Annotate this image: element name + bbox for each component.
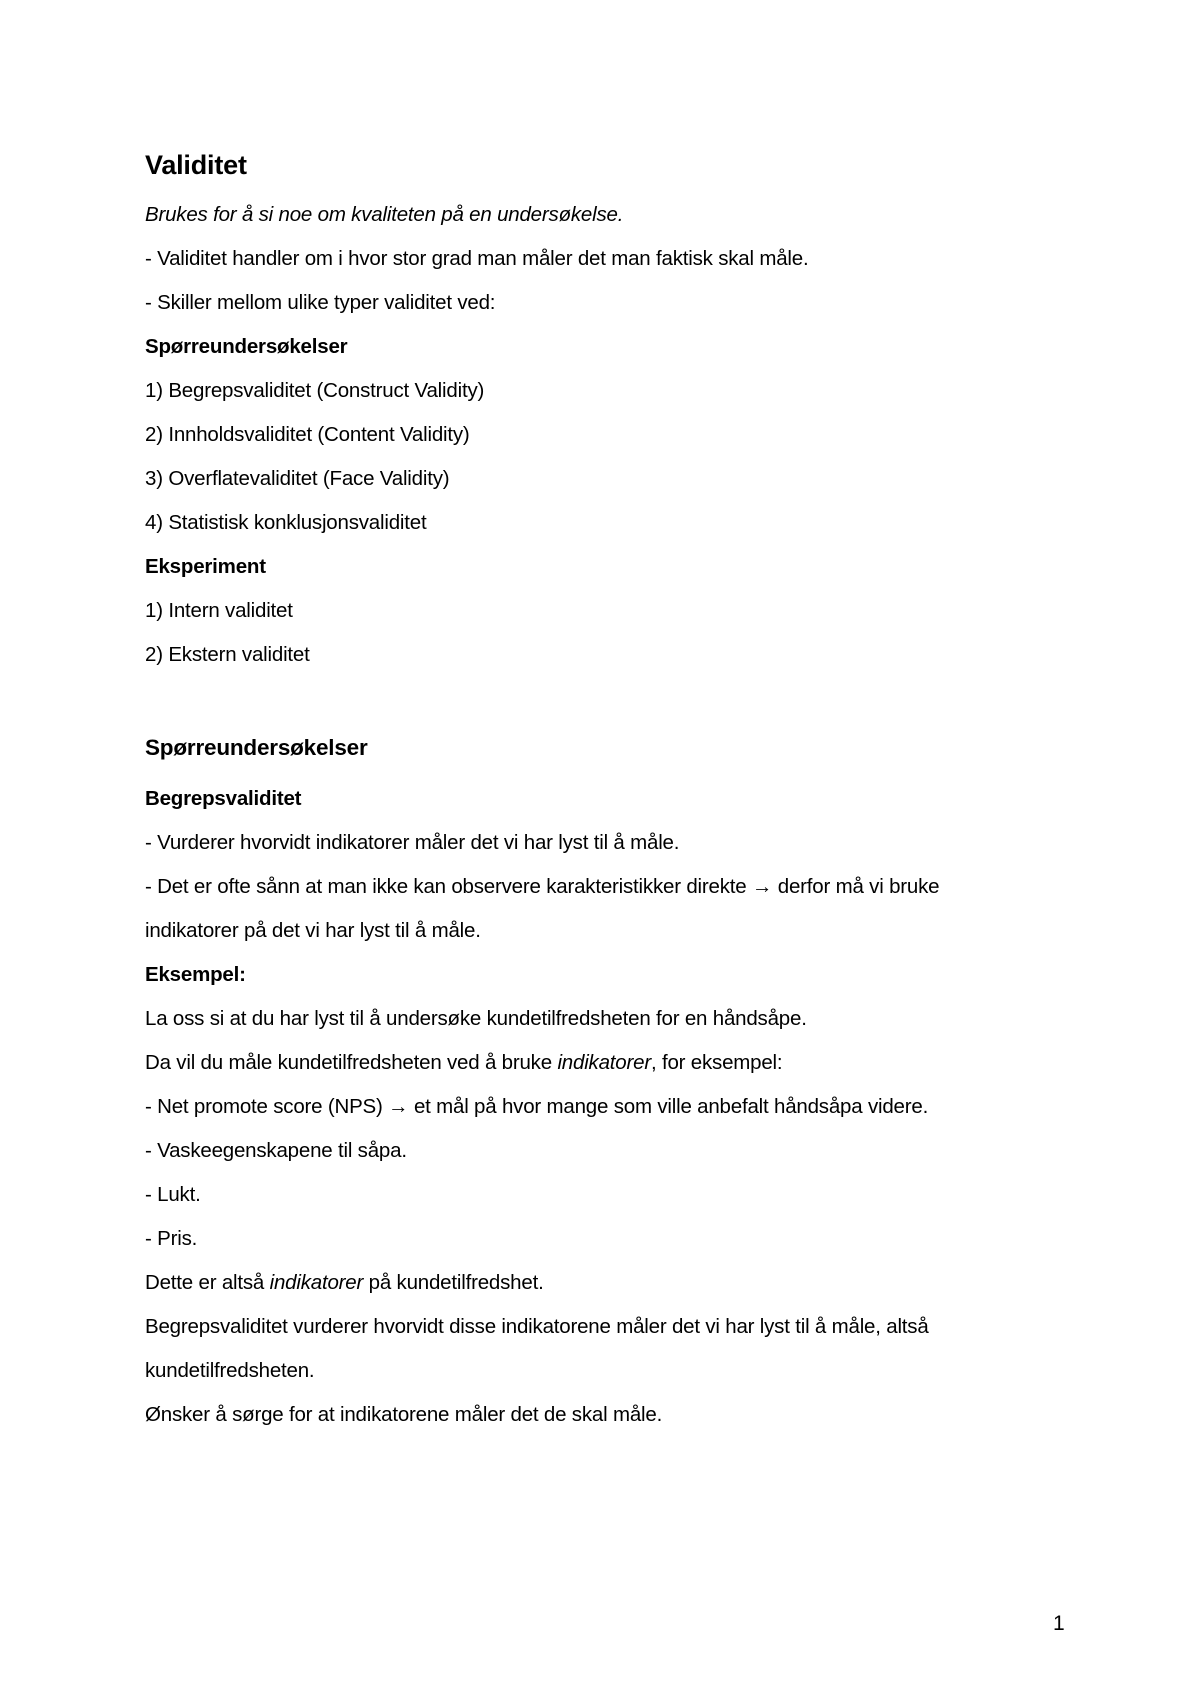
experiment-list-item: 1) Intern validitet (145, 599, 293, 622)
summary-emphasis: indikatorer (269, 1271, 364, 1294)
summary-text: Dette er altså (145, 1271, 270, 1294)
summary-line (145, 1270, 544, 1296)
intro-text: Brukes for å si noe om kvaliteten på en undersøkelse. (145, 203, 624, 226)
experiment-list-item: 2) Ekstern validitet (145, 643, 310, 666)
example-list-item: - Vaskeegenskapene til såpa. (145, 1139, 407, 1162)
example-line: La oss si at du har lyst til å undersøke kundetilfredsheten for en håndsåpe. (145, 1007, 807, 1030)
example-line-text: Da vil du måle kundetilfredsheten ved å bruke (145, 1051, 558, 1074)
construct-line: - Vurderer hvorvidt indikatorer måler det vi har lyst til å måle. (145, 831, 680, 854)
example-subheading: Eksempel: (145, 963, 246, 986)
survey-list-item: 2) Innholdsvaliditet (Content Validity) (145, 423, 470, 446)
example-list-item: - Pris. (145, 1227, 198, 1250)
construct-line: - Det er ofte sånn at man ikke kan observere karakteristikker direkte → derfor må vi bruke (145, 875, 940, 898)
example-list-item: - Lukt. (145, 1183, 201, 1206)
survey-list-item: 1) Begrepsvaliditet (Construct Validity) (145, 379, 485, 402)
construct-subheading: Begrepsvaliditet (145, 787, 302, 810)
bullet-line: - Skiller mellom ulike typer validitet ved: (145, 291, 496, 314)
survey-list-item: 4) Statistisk konklusjonsvaliditet (145, 511, 427, 534)
bullet-line: - Validitet handler om i hvor stor grad man måler det man faktisk skal måle. (145, 247, 809, 270)
construct-line: indikatorer på det vi har lyst til å måle. (145, 919, 481, 942)
example-line (145, 1050, 782, 1076)
conclusion-line: kundetilfredsheten. (145, 1359, 315, 1382)
conclusion-line: Ønsker å sørge for at indikatorene måler det de skal måle. (145, 1403, 663, 1426)
survey-subheading: Spørreundersøkelser (145, 335, 348, 358)
page-number: 1 (1053, 1612, 1065, 1635)
summary-text: på kundetilfredshet. (363, 1271, 544, 1294)
example-list-item: - Net promote score (NPS) → et mål på hvor mange som ville anbefalt håndsåpa videre. (145, 1095, 929, 1118)
conclusion-line: Begrepsvaliditet vurderer hvorvidt disse indikatorene måler det vi har lyst til å måle, altså (145, 1315, 929, 1338)
experiment-subheading: Eksperiment (145, 555, 266, 578)
document-title: Validitet (145, 150, 247, 180)
section-title: Spørreundersøkelser (145, 735, 368, 760)
example-line-text: , for eksempel: (650, 1051, 783, 1074)
survey-list-item: 3) Overflatevaliditet (Face Validity) (145, 467, 450, 490)
example-line-emphasis: indikatorer (557, 1051, 651, 1074)
